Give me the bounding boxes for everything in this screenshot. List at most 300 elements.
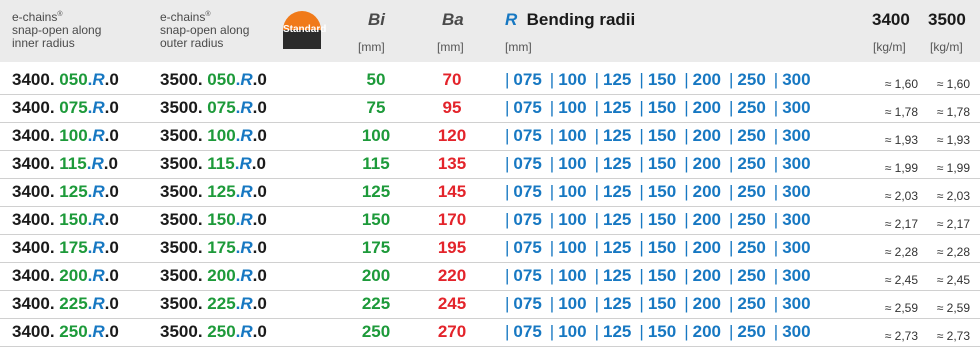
- radius-value: 250: [737, 238, 766, 257]
- radius-separator: |: [684, 322, 689, 341]
- radius-separator: |: [639, 238, 644, 257]
- part-prefix: 3400.: [12, 322, 55, 341]
- part-suffix: .0: [104, 210, 119, 229]
- ba-value: 135: [437, 154, 467, 173]
- radius-separator: |: [639, 322, 644, 341]
- part-radius-code: R: [240, 182, 253, 201]
- part-suffix: .0: [252, 210, 267, 229]
- radius-value: 250: [737, 210, 766, 229]
- part-size: 115: [207, 154, 235, 173]
- part-size: 125: [207, 182, 236, 201]
- part-suffix: .0: [103, 154, 118, 173]
- radius-separator: |: [773, 210, 779, 229]
- radius-separator: |: [594, 210, 600, 229]
- radius-separator: |: [684, 98, 689, 117]
- weight-3500: ≈ 2,45: [936, 273, 970, 287]
- radius-value: 250: [737, 126, 766, 145]
- radius-value: 100: [558, 70, 587, 89]
- part-radius-code: R: [91, 154, 104, 173]
- part-radius-code: R: [92, 126, 105, 145]
- part-number-inner: [12, 70, 119, 90]
- radius-value: 150: [647, 126, 677, 145]
- radius-separator: |: [505, 266, 510, 285]
- radius-separator: |: [505, 98, 510, 117]
- part-dot: .: [235, 238, 241, 257]
- part-radius-code: R: [240, 322, 253, 341]
- radius-value: 150: [647, 70, 677, 89]
- header-outer-radius: [160, 8, 249, 50]
- bi-value: 100: [361, 126, 391, 145]
- radius-value: 250: [737, 266, 766, 285]
- radius-separator: |: [594, 182, 600, 201]
- radius-value: 125: [603, 322, 632, 341]
- ba-value: 170: [437, 210, 467, 229]
- weight-3400: ≈ 1,93: [884, 133, 918, 147]
- part-prefix: 3500.: [160, 266, 203, 285]
- radius-separator: |: [684, 70, 689, 89]
- part-size: 175: [207, 238, 236, 257]
- part-dot: .: [87, 294, 93, 313]
- radius-value: 250: [737, 182, 766, 201]
- part-dot: .: [235, 210, 241, 229]
- radius-value: 300: [782, 322, 811, 341]
- bending-radii-list: [505, 266, 819, 286]
- part-prefix: 3400.: [12, 294, 55, 313]
- part-radius-code: R: [240, 238, 253, 257]
- radius-separator: |: [594, 98, 600, 117]
- part-dot: .: [235, 182, 241, 201]
- weight-3400: ≈ 1,60: [884, 77, 918, 91]
- weight-3400: ≈ 2,17: [884, 217, 918, 231]
- part-suffix: .0: [252, 294, 267, 313]
- part-size: 050: [207, 70, 236, 89]
- bi-value: 225: [361, 294, 391, 313]
- part-prefix: 3500.: [160, 322, 203, 341]
- part-size: 050: [59, 70, 88, 89]
- table-row: [0, 290, 980, 319]
- radius-value: 250: [737, 98, 766, 117]
- header-3500-unit: [kg/m]: [930, 40, 963, 54]
- bi-value: 200: [361, 266, 391, 285]
- radius-value: 200: [692, 126, 721, 145]
- bi-value: 125: [361, 182, 391, 201]
- radius-value: 300: [782, 70, 811, 89]
- part-dot: .: [235, 322, 241, 341]
- radius-separator: |: [684, 126, 689, 145]
- radius-value: 250: [737, 294, 766, 313]
- part-size: 100: [59, 126, 88, 145]
- part-radius-code: R: [240, 294, 253, 313]
- radius-separator: |: [684, 294, 689, 313]
- weight-3400: ≈ 2,03: [884, 189, 918, 203]
- part-radius-code: R: [92, 70, 105, 89]
- part-size: 250: [59, 322, 88, 341]
- registered-mark: ®: [205, 11, 211, 18]
- header-3400: 3400: [872, 10, 910, 29]
- header-bi-unit: [mm]: [358, 40, 385, 54]
- radius-separator: |: [728, 238, 734, 257]
- part-size: 200: [59, 266, 88, 285]
- ba-value: 120: [437, 126, 467, 145]
- standard-badge-label: Standard: [283, 24, 327, 35]
- weight-3500: ≈ 1,78: [936, 105, 970, 119]
- radius-separator: |: [773, 154, 779, 173]
- part-number-outer: [160, 238, 267, 258]
- bending-radii-list: [505, 182, 819, 202]
- radius-separator: |: [505, 238, 510, 257]
- radius-value: 150: [647, 210, 677, 229]
- part-size: 115: [59, 154, 87, 173]
- part-number-inner: [12, 266, 119, 286]
- part-dot: .: [86, 154, 92, 173]
- part-size: 075: [207, 98, 236, 117]
- radius-value: 125: [603, 70, 632, 89]
- radius-value: 200: [692, 210, 721, 229]
- weight-3500: ≈ 2,17: [936, 217, 970, 231]
- part-prefix: 3500.: [160, 182, 203, 201]
- radius-value: 150: [647, 238, 677, 257]
- part-size: 225: [59, 294, 88, 313]
- part-number-outer: [160, 154, 266, 174]
- bending-radii-list: [505, 322, 819, 342]
- part-radius-code: R: [92, 238, 105, 257]
- part-prefix: 3400.: [12, 126, 55, 145]
- radius-separator: |: [684, 266, 689, 285]
- weight-3500: ≈ 2,73: [936, 329, 970, 343]
- radius-separator: |: [773, 238, 779, 257]
- radius-separator: |: [773, 266, 779, 285]
- part-suffix: .0: [252, 126, 267, 145]
- part-prefix: 3400.: [12, 154, 55, 173]
- part-dot: .: [87, 70, 93, 89]
- part-number-outer: [160, 126, 267, 146]
- part-dot: .: [87, 98, 93, 117]
- radius-separator: |: [773, 322, 779, 341]
- weight-3400: ≈ 2,59: [884, 301, 918, 315]
- radius-value: 075: [513, 322, 542, 341]
- radius-separator: |: [684, 238, 689, 257]
- radius-separator: |: [549, 322, 555, 341]
- part-size: 175: [59, 238, 88, 257]
- radius-value: 300: [782, 154, 811, 173]
- part-radius-code: R: [240, 266, 253, 285]
- part-prefix: 3500.: [160, 238, 203, 257]
- part-radius-code: R: [240, 126, 253, 145]
- table-row: [0, 66, 980, 95]
- radius-value: 075: [513, 294, 542, 313]
- weight-3400: ≈ 2,45: [884, 273, 918, 287]
- part-dot: .: [235, 98, 241, 117]
- part-size: 250: [207, 322, 236, 341]
- part-number-inner: [12, 154, 118, 174]
- radius-value: 100: [558, 322, 587, 341]
- radius-value: 125: [603, 182, 632, 201]
- radius-separator: |: [549, 70, 555, 89]
- weight-3500: ≈ 1,60: [936, 77, 970, 91]
- radius-value: 100: [558, 238, 587, 257]
- radius-separator: |: [549, 294, 555, 313]
- radius-separator: |: [639, 210, 644, 229]
- radius-value: 300: [782, 126, 811, 145]
- table-row: [0, 150, 980, 179]
- radius-value: 250: [737, 70, 766, 89]
- radius-value: 075: [513, 154, 542, 173]
- part-number-outer: [160, 182, 267, 202]
- table-row: [0, 234, 980, 263]
- radius-separator: |: [773, 70, 779, 89]
- bending-radii-list: [505, 294, 819, 314]
- radius-separator: |: [728, 154, 734, 173]
- radius-value: 150: [647, 294, 677, 313]
- bi-value: 75: [366, 98, 386, 117]
- radius-value: 200: [692, 70, 721, 89]
- part-suffix: .0: [251, 154, 266, 173]
- table-row: [0, 318, 980, 347]
- header-r-unit: [mm]: [505, 40, 532, 54]
- radius-separator: |: [549, 210, 555, 229]
- radius-value: 075: [513, 266, 542, 285]
- radius-separator: |: [639, 98, 644, 117]
- radius-separator: |: [549, 126, 555, 145]
- radius-value: 150: [647, 98, 677, 117]
- table-row: [0, 178, 980, 207]
- part-size: 100: [207, 126, 236, 145]
- radius-separator: |: [773, 294, 779, 313]
- bi-value: 115: [362, 154, 390, 173]
- radius-separator: |: [728, 98, 734, 117]
- part-suffix: .0: [252, 238, 267, 257]
- table-row: [0, 262, 980, 291]
- radius-value: 125: [603, 154, 632, 173]
- part-number-outer: [160, 70, 267, 90]
- part-size: 075: [59, 98, 88, 117]
- header-outer-line3: outer radius: [160, 36, 224, 50]
- part-suffix: .0: [104, 238, 119, 257]
- ba-value: 95: [442, 98, 462, 117]
- part-number-inner: [12, 210, 119, 230]
- radius-value: 200: [692, 98, 721, 117]
- part-number-inner: [12, 238, 119, 258]
- header-ba: Ba: [442, 10, 464, 29]
- radius-value: 075: [513, 210, 542, 229]
- bi-value: 250: [361, 322, 391, 341]
- radius-value: 200: [692, 182, 721, 201]
- header-3400-unit: [kg/m]: [873, 40, 906, 54]
- weight-3400: ≈ 1,78: [884, 105, 918, 119]
- bending-radii-list: [505, 210, 819, 230]
- part-suffix: .0: [104, 322, 119, 341]
- radius-separator: |: [728, 266, 734, 285]
- radius-separator: |: [684, 210, 689, 229]
- part-dot: .: [234, 154, 240, 173]
- radius-value: 100: [558, 182, 587, 201]
- radius-value: 150: [647, 322, 677, 341]
- radius-value: 200: [692, 154, 721, 173]
- radius-separator: |: [594, 322, 600, 341]
- weight-3500: ≈ 2,03: [936, 189, 970, 203]
- radius-separator: |: [684, 154, 689, 173]
- radius-value: 200: [692, 266, 721, 285]
- part-dot: .: [87, 210, 93, 229]
- radius-value: 125: [603, 238, 632, 257]
- radius-separator: |: [505, 126, 510, 145]
- table-row: [0, 206, 980, 235]
- part-prefix: 3400.: [12, 182, 55, 201]
- bi-value: 50: [366, 70, 386, 89]
- radius-separator: |: [728, 70, 734, 89]
- part-dot: .: [87, 322, 93, 341]
- header-ba-unit: [mm]: [437, 40, 464, 54]
- part-radius-code: R: [239, 154, 252, 173]
- radius-value: 150: [647, 266, 677, 285]
- part-dot: .: [235, 266, 241, 285]
- radius-separator: |: [728, 182, 734, 201]
- part-size: 150: [59, 210, 88, 229]
- part-number-inner: [12, 294, 119, 314]
- radius-value: 100: [558, 294, 587, 313]
- part-suffix: .0: [252, 70, 267, 89]
- part-radius-code: R: [240, 70, 253, 89]
- radius-separator: |: [728, 126, 734, 145]
- part-prefix: 3400.: [12, 266, 55, 285]
- ba-value: 245: [437, 294, 467, 313]
- part-radius-code: R: [92, 210, 105, 229]
- part-prefix: 3400.: [12, 70, 55, 89]
- part-prefix: 3400.: [12, 238, 55, 257]
- radius-value: 200: [692, 322, 721, 341]
- part-suffix: .0: [252, 322, 267, 341]
- part-size: 225: [207, 294, 236, 313]
- radius-separator: |: [594, 70, 600, 89]
- radius-separator: |: [549, 266, 555, 285]
- ba-value: 220: [437, 266, 467, 285]
- ba-value: 145: [437, 182, 467, 201]
- header-inner-line1: e-chains: [12, 10, 58, 24]
- part-prefix: 3500.: [160, 210, 203, 229]
- bi-value: 150: [361, 210, 391, 229]
- part-suffix: .0: [104, 70, 119, 89]
- radius-value: 075: [513, 126, 542, 145]
- radius-value: 300: [782, 98, 811, 117]
- part-suffix: .0: [252, 266, 267, 285]
- table-header: [0, 0, 980, 62]
- radius-separator: |: [728, 210, 734, 229]
- part-suffix: .0: [104, 126, 119, 145]
- part-suffix: .0: [104, 182, 119, 201]
- registered-mark: ®: [57, 11, 63, 18]
- radius-separator: |: [549, 182, 555, 201]
- header-r-title: Bending radii: [526, 10, 636, 29]
- part-radius-code: R: [92, 182, 105, 201]
- header-3500: 3500: [928, 10, 966, 29]
- weight-3500: ≈ 2,59: [936, 301, 970, 315]
- radius-value: 300: [782, 182, 811, 201]
- radius-separator: |: [594, 154, 600, 173]
- radius-separator: |: [639, 266, 644, 285]
- part-radius-code: R: [92, 322, 105, 341]
- ba-value: 70: [442, 70, 462, 89]
- radius-separator: |: [505, 294, 510, 313]
- bending-radii-list: [505, 98, 819, 118]
- radius-separator: |: [684, 182, 689, 201]
- part-dot: .: [87, 238, 93, 257]
- part-radius-code: R: [240, 210, 253, 229]
- part-dot: .: [87, 266, 93, 285]
- standard-badge: [283, 11, 327, 49]
- part-radius-code: R: [240, 98, 253, 117]
- part-number-outer: [160, 210, 267, 230]
- part-suffix: .0: [104, 266, 119, 285]
- weight-3400: ≈ 2,28: [884, 245, 918, 259]
- radius-separator: |: [773, 126, 779, 145]
- table-row: [0, 122, 980, 151]
- part-size: 200: [207, 266, 236, 285]
- part-prefix: 3500.: [160, 126, 203, 145]
- part-prefix: 3400.: [12, 98, 55, 117]
- header-inner-line3: inner radius: [12, 36, 75, 50]
- radius-value: 100: [558, 98, 587, 117]
- part-radius-code: R: [92, 98, 105, 117]
- radius-value: 150: [647, 182, 677, 201]
- radius-separator: |: [505, 182, 510, 201]
- part-dot: .: [87, 182, 93, 201]
- radius-separator: |: [773, 98, 779, 117]
- ba-value: 270: [437, 322, 467, 341]
- radius-value: 125: [603, 126, 632, 145]
- part-suffix: .0: [252, 182, 267, 201]
- radius-value: 075: [513, 70, 542, 89]
- radius-separator: |: [505, 210, 510, 229]
- part-prefix: 3500.: [160, 154, 203, 173]
- radius-value: 100: [558, 266, 587, 285]
- part-dot: .: [235, 70, 241, 89]
- part-prefix: 3500.: [160, 98, 203, 117]
- radius-value: 125: [603, 98, 632, 117]
- header-inner-line2: snap-open along: [12, 23, 102, 37]
- radius-separator: |: [728, 322, 734, 341]
- radius-separator: |: [505, 154, 510, 173]
- radius-value: 100: [558, 126, 587, 145]
- radius-separator: |: [505, 70, 510, 89]
- radius-separator: |: [639, 70, 644, 89]
- header-outer-line1: e-chains: [160, 10, 206, 24]
- radius-separator: |: [594, 126, 600, 145]
- part-prefix: 3500.: [160, 70, 203, 89]
- part-suffix: .0: [104, 98, 119, 117]
- radius-value: 200: [692, 238, 721, 257]
- weight-3400: ≈ 1,99: [884, 161, 918, 175]
- bending-radii-list: [505, 154, 819, 174]
- part-number-outer: [160, 322, 267, 342]
- radius-separator: |: [728, 294, 734, 313]
- header-bending-radii: [505, 10, 635, 30]
- part-suffix: .0: [104, 294, 119, 313]
- weight-3500: ≈ 1,93: [936, 133, 970, 147]
- radius-separator: |: [773, 182, 779, 201]
- part-prefix: 3400.: [12, 210, 55, 229]
- part-number-inner: [12, 126, 119, 146]
- radius-separator: |: [639, 294, 644, 313]
- header-outer-line2: snap-open along: [160, 23, 250, 37]
- radius-value: 075: [513, 238, 542, 257]
- radius-value: 150: [647, 154, 677, 173]
- radius-separator: |: [594, 294, 600, 313]
- part-radius-code: R: [92, 266, 105, 285]
- part-number-inner: [12, 322, 119, 342]
- weight-3500: ≈ 2,28: [936, 245, 970, 259]
- radius-separator: |: [594, 238, 600, 257]
- radius-value: 200: [692, 294, 721, 313]
